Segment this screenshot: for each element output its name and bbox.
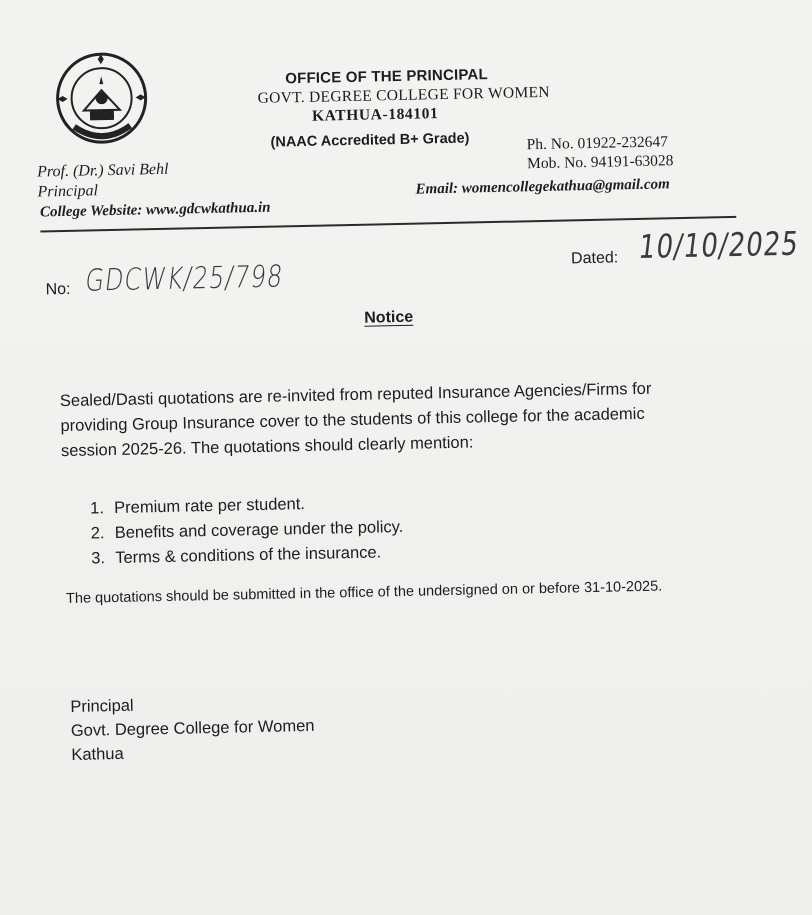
signature-block: [70, 690, 315, 767]
date-label: Dated:: [570, 249, 619, 268]
notice-body: [60, 375, 751, 464]
phone-number: Ph. No. 01922-232647: [526, 133, 669, 154]
reference-label: No:: [45, 280, 71, 299]
email-address: Email: womencollegekathua@gmail.com: [415, 176, 670, 198]
notice-body-line: providing Group Insurance cover to the students of this college for the academic: [60, 404, 645, 436]
office-heading: OFFICE OF THE PRINCIPAL: [285, 66, 489, 88]
submission-deadline: The quotations should be submitted in the office of the undersigned on or before 31-10-2025.: [65, 578, 663, 608]
requirements-list: [90, 490, 404, 572]
list-item: 2. Benefits and coverage under the policy.: [90, 517, 404, 543]
principal-name: Prof. (Dr.) Savi Behl: [36, 160, 169, 181]
mobile-number: Mob. No. 94191-63028: [526, 152, 674, 173]
college-website: College Website: www.gdcwkathua.in: [39, 199, 271, 221]
college-location: KATHUA-184101: [311, 105, 439, 125]
list-item: 1. Premium rate per student.: [90, 495, 306, 518]
signatory-city: Kathua: [71, 744, 124, 764]
principal-role: Principal: [37, 182, 99, 201]
notice-title: Notice: [364, 308, 414, 327]
notice-body-line: session 2025-26. The quotations should clearly mention:: [60, 433, 474, 461]
list-item: 3. Terms & conditions of the insurance.: [91, 543, 382, 568]
signatory-college: Govt. Degree College for Women: [70, 716, 315, 740]
notice-body-line: Sealed/Dasti quotations are re-invited from reputed Insurance Agencies/Firms for: [59, 379, 652, 411]
signatory-title: Principal: [70, 696, 134, 716]
date-handwritten: 10/10/2025: [636, 225, 801, 267]
college-emblem-logo: [53, 49, 151, 147]
reference-number-handwritten: GDCWK/25/798: [83, 258, 286, 299]
college-name: GOVT. DEGREE COLLEGE FOR WOMEN: [257, 83, 550, 107]
naac-grade: (NAAC Accredited B+ Grade): [270, 130, 470, 151]
